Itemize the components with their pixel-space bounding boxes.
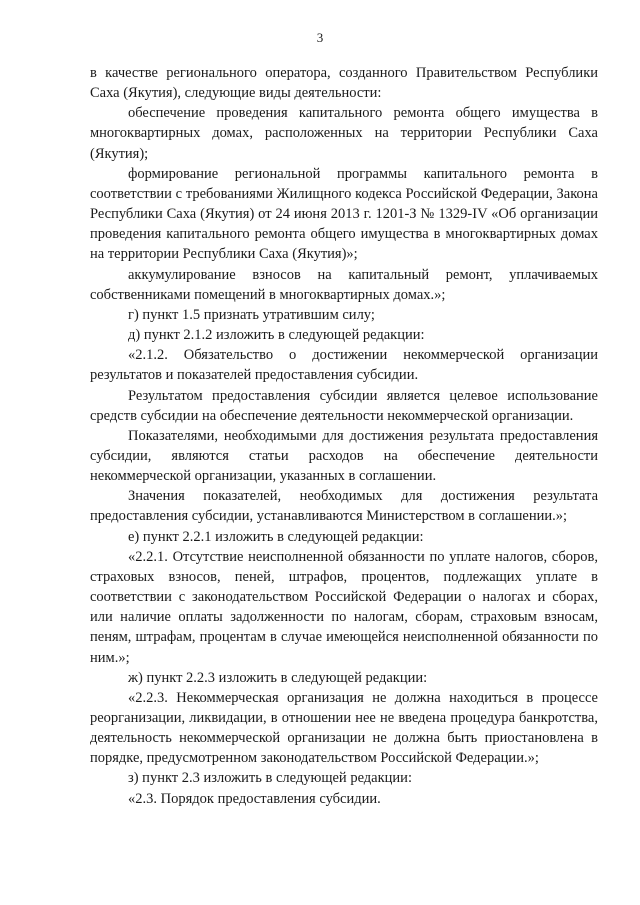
paragraph-item-zh: ж) пункт 2.2.3 изложить в следующей редакции: <box>128 669 428 686</box>
paragraph-item-e: е) пункт 2.2.1 изложить в следующей редакции: <box>128 528 424 545</box>
paragraph-continuation: в качестве регионального оператора, созданного Правительством Республики Саха (Якутия), следующие виды деятельности: <box>90 65 598 102</box>
paragraph-2-2-3: «2.2.3. Некоммерческая организация не должна находиться в процессе реорганизации, ликвидации, в отношении нее не введена процедура банкротства, деятельность некоммерческой организации не должна быть приостановлена в порядке, предусмотренном законодательством Российской Федерации.»; <box>90 689 598 767</box>
paragraph-item-g: г) пункт 1.5 признать утратившим силу; <box>128 306 375 323</box>
paragraph-2-2-1: «2.2.1. Отсутствие неисполненной обязанности по уплате налогов, сборов, страховых взносов, пеней, штрафов, процентов, подлежащих уплате в соответствии с законодательством Российской Федерации о налогах и сборах, или наличие оплаты задолженности по налогам, сборам, страховым взносам, пеням, штрафам, процентам в случае имеющейся неисполненной обязанности по ним.»; <box>90 548 598 666</box>
paragraph-2-3: «2.3. Порядок предоставления субсидии. <box>128 790 381 807</box>
paragraph-indicator-values: Значения показателей, необходимых для достижения результата предоставления субсидии, устанавливаются Министерством в соглашении.»; <box>90 488 598 525</box>
paragraph-contributions: аккумулирование взносов на капитальный ремонт, уплачиваемых собственниками помещений в многоквартирных домах.»; <box>90 266 598 303</box>
paragraph-item-z: з) пункт 2.3 изложить в следующей редакции: <box>128 770 412 787</box>
paragraph-result: Результатом предоставления субсидии является целевое использование средств субсидии на обеспечение деятельности некоммерческой организации. <box>90 387 598 424</box>
paragraph-capital-repair: обеспечение проведения капитального ремонта общего имущества в многоквартирных домах, расположенных на территории Республики Саха (Якутия); <box>90 105 598 162</box>
document-body <box>90 63 598 809</box>
paragraph-item-d: д) пункт 2.1.2 изложить в следующей редакции: <box>128 327 425 344</box>
paragraph-regional-program: формирование региональной программы капитального ремонта в соответствии с требованиями Жилищного кодекса Российской Федерации, Закона Республики Саха (Якутия) от 24 июня 2013 г. 1201-З № 1329-IV «Об организации проведения капитального ремонта общего имущества в многоквартирных домах на территории Республики Саха (Якутия)»; <box>90 165 598 263</box>
page-number: 3 <box>316 30 324 45</box>
paragraph-2-1-2: «2.1.2. Обязательство о достижении некоммерческой организации результатов и показателей предоставления субсидии. <box>90 347 598 384</box>
paragraph-indicators: Показателями, необходимыми для достижения результата предоставления субсидии, являются статьи расходов на обеспечение деятельности некоммерческой организации, указанных в соглашении. <box>90 427 598 485</box>
